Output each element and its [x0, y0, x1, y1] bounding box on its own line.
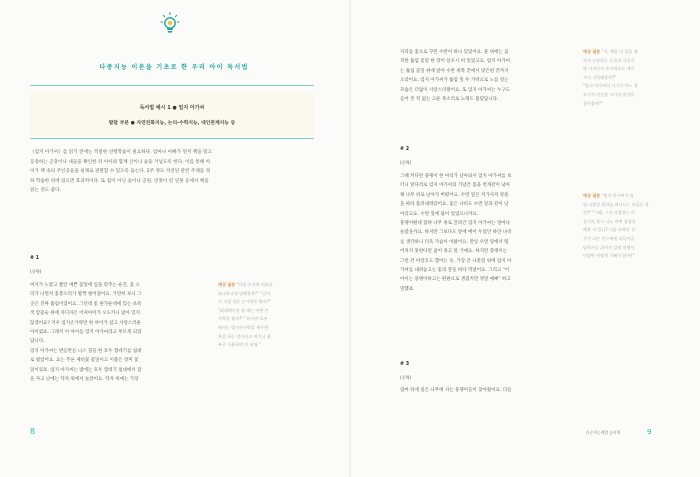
expected-question-note-2: 예상 질문 "저, 책을 다 읽을 때 까지 등장하는 동물과 식물이 몇 가지인지 손가락으로 세어 가며 기억해볼까?" "엄지 아가씨의 크기가 어느 정 도인지 비슷한 크기의 물건을 찾아볼까?"	[583, 49, 638, 106]
story-text-3: 엄마 뒤에 깊은 나무에 사는 풍뎅이들이 찾아왔어요. 더들	[400, 388, 512, 393]
section-heading-2: # 2	[400, 147, 410, 152]
section-heading-3: # 3	[400, 362, 410, 367]
expected-question-note-1: 예상 질문 "다섯 손가락 이름을 하나하나씩 말해볼까?" "길이 가 가장 작은 손가락은 뭘까?" "최대에이진 할 때는 어떤 손 가락을 쓸까?" "하지만 호주 에서는 엄지손가락을 세우면 욕을 하는 것이라고 여기니 함 부로 사용하면 안 된대."	[218, 282, 273, 348]
page-number-left: 8	[30, 427, 36, 436]
lightbulb-icon	[160, 11, 180, 37]
note-label: 예상 질문	[583, 193, 601, 198]
section-title: 다중지능 이론을 기초로 한 우리 아이 독서법	[99, 64, 249, 71]
running-head: 다중지능계발 놀이책	[586, 430, 621, 435]
story-text-2: 그때 커다란 풍뎅이 한 마리가 날아와서 엄지 아가씨를 보 더니 앞다리로 엄지 아가씨의 가냘픈 몸을 번개같이 낚아 채 나무 위로 날아가 버렸어요. 수면 잎은 저가사저 강물 을 따라 흘러내려갔어요. 꽃은 나비도 수면 잎과 같이 날 아갔고요. 수면 잎에 묶어 있었으니까요. 풍뎅이뭔데 잡혀 나무 위로 끌려간 엄지 아가씨는 얼마나 놀랐을까요. 하지만 그보다도 앞에 매어 두었던 하얀 나비 를 생각하니 더욱 가슴이 아팠어요. 만일 수면 잎에서 떨 어지지 못한다면 굶어 죽고 말 거예요. 하지만 풍뎅이는 그런 건 아랑곳도 했어는 듯, 가장 큰 나뭇잎 위에 엄지 아 가씨를 내려놓고는 꽃의 꿀을 따다 먹었어요. 그리고 "이 아이는 풍뎅이하고는 딴판으로 생겼지만 정말 예뻐" 하고 말했죠.	[400, 174, 512, 292]
note-label: 예상 질문	[583, 49, 601, 54]
section-heading-1: # 1	[30, 256, 40, 261]
expected-question-note-3: 예상 질문 "엄지 아가씨가 튜 입 나뭇잎 위하늘 떠다니는 마음은 할 까?" "그래, 그건 사람한는 아 들이지 혹시 너도 어떤 경험을 해본 적 있니? 너를 도와준 친 구가 다른 친구에게 다들어을 당하거나 쉬어진 일에 처했서 이럴만 어떻게 기뻐이 않아?"	[583, 193, 649, 259]
example-title: 독서법 예시 1 ● 엄지 아가씨	[139, 105, 205, 111]
page-gutter	[349, 0, 351, 477]
intro-paragraph: 《엄지 아가씨》를 읽기 전에는 적절한 선행학습이 필요하다. 엄마나 아빠가 먼저 책을 읽고 등장하는 곤충이나 새들을 확인한 뒤 아이와 함께 산이나 숲을 거닐도록 한다. 이를 통해 아 이가 책 속의 주인공들을 실제로 관찰할 수 있도록 돕는다. 2주 정도 지연된 관련 주제를 정 하 학습한 뒤에 읽으면 효과적이다. 또 집이 아닌 숲이나 공원, 연못이 된 연못 등에서 책을 읽는 것도 좋다.	[30, 150, 213, 194]
example-subtitle: 발달 부분 ● 자연친화지능, 논리-수학지능, 대인관계지능 등	[108, 121, 236, 126]
section-label-2: (중략)	[400, 160, 412, 165]
page-number-right: 9	[647, 428, 652, 436]
example-divider	[30, 138, 314, 139]
example-box	[30, 92, 314, 136]
story-text-top: 자리를 꽃으로 꾸민 수반이 하나 있었어요. 물 위에는 큼 직한 튤립 꽃잎 한 장이 살포시 떠 있었고요. 엄지 아가씨 는 튤립 꽃잎 위에 앉아 수반 위쪽 끝에서 맞은편 끝까지 오갔어요. 엄지 아가씨가 튤립 잎 두 가락으로 노를 젓는 모습은 더없이 사랑스러웠어요. 또 엄지 아가씨는 누구도 들어 본 적 없는 고운 목소리로 노래도 불렀답니다.	[400, 50, 510, 103]
title-divider	[30, 85, 314, 86]
story-text-1: 여자가 노랗고 빨간 예쁜 꽃잎에 입을 맞추는 순간, 꽃 소 리가 나면서 꽃봉오리가 활짝 벌어졌어요. 가만히 보니 그 곳은 진짜 튤립이었어요. 그런데 꽃 한가운데에 있는 초록 색 암꽃술 위에 자디자은 어져아이가 오도카니 앉아 있지 않겠어요? 겨우 엄지손가락만 한 아이가 참고 사랑스러운 아이였죠. 그래서 이 아이를 엄지 아가씨라고 부르게 되었 답니다. 엄지 아가씨는 반들반들 니스 칠을 한 호두 껍데기를 침대 로 썼었어요. 요는 푸른 제비꽃 꽃잎이고 이불은 장미 꽃 잎이었죠. 엄지 아가씨는 밤에는 호두 껍데기 침대에서 잠 을 자고 낮에는 탁자 위에서 놀았어요. 탁자 위에는 가장	[30, 283, 142, 383]
section-label-1: (중략)	[30, 269, 42, 274]
section-label-3: (중략)	[400, 375, 412, 380]
note-label: 예상 질문	[218, 282, 236, 287]
